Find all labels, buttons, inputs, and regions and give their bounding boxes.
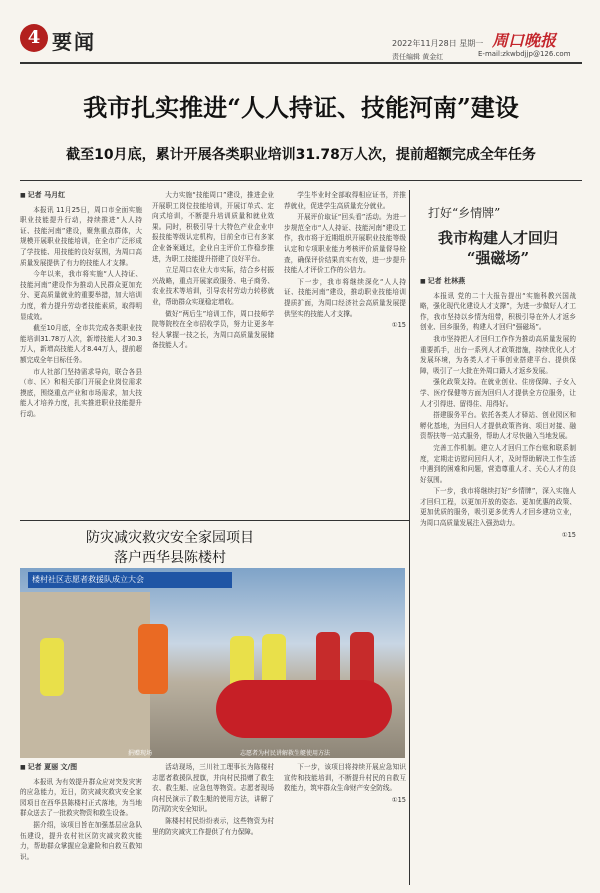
main-paragraph: 学生毕业时全部取得相应证书，并推荐就业，促进学生高质量充分就业。 bbox=[284, 191, 406, 210]
sidebar-kicker: 打好“乡情牌” bbox=[428, 206, 501, 220]
photo-tag: 捐赠现场 bbox=[128, 750, 153, 757]
main-paragraph: 今年以来，我市将实施“人人持证、技能河南”建设作为推动人民群众更加充分、更高质量就业的重要举措，加大培训力度，着力提升劳动者技能素质，取得明显成效。 bbox=[20, 270, 142, 321]
photo-caption: 志愿者为村民讲解救生艇使用方法 bbox=[240, 750, 331, 757]
sidebar-title-line-1: 我市构建人才回归 bbox=[437, 229, 558, 247]
photo-story-paragraph: 本报讯 为有效提升群众应对突发灾害的应急能力，近日，防灾减灾救灾安全家园项目在西华县陈楼村正式落地，为当地群众送去了一批救灾物资和救生设备。 bbox=[20, 777, 142, 818]
photo-story-byline: ■ 记者 夏丽 文/图 bbox=[20, 762, 142, 774]
photo-story-paragraph: 陈楼村村民纷纷表示，这些物资为村里的防灾减灾工作提供了有力保障。 bbox=[152, 816, 274, 836]
sidebar-paragraph: 搭建服务平台。依托各类人才驿站、创业园区和孵化基地，为回归人才提供政策咨询、项目对接、融资帮扶等一站式服务，帮助人才尽快融入当地发展。 bbox=[420, 411, 576, 441]
sidebar-byline: ■ 记者 杜林燕 bbox=[420, 276, 576, 288]
photo-story-col-3 bbox=[284, 762, 406, 887]
editor-credit: 责任编辑 黄金红 bbox=[392, 53, 444, 61]
main-article-col-2 bbox=[152, 190, 274, 515]
main-article-col-3 bbox=[284, 190, 406, 515]
sidebar-article bbox=[414, 196, 582, 886]
column-divider bbox=[409, 190, 410, 885]
subhead-rule bbox=[20, 180, 582, 181]
photo-story-paragraph: 据介绍，该项目旨在加强基层应急队伍建设，提升农村社区防灾减灾救灾能力，帮助群众掌握应急避险和自救互救知识。 bbox=[20, 820, 142, 861]
sidebar-end-mark: ①15 bbox=[561, 530, 576, 539]
sidebar-paragraph: 本报讯 党的二十大报告提出“实施科教兴国战略，强化现代化建设人才支撑”，为进一步做好人才工作，我市坚持以乡情为纽带，积极引导在外人才返乡创业、回乡服务，构建人才回归“强磁场”。 bbox=[420, 291, 576, 332]
photo-story-col-1 bbox=[20, 762, 142, 887]
page-header bbox=[0, 0, 600, 62]
main-headline: 我市扎实推进“人人持证、技能河南”建设 bbox=[83, 93, 519, 122]
main-paragraph: 市人社部门坚持需求导向，联合各县（市、区）和相关部门开展企业岗位需求摸底，围绕重点产业和市场需求，加大技能人才培养力度，扎实推进职业技能提升行动。 bbox=[20, 367, 142, 418]
newspaper-logo: 周口晚报 bbox=[492, 31, 557, 50]
issue-date: 2022年11月28日 星期一 bbox=[392, 39, 484, 48]
page-number-badge: 4 bbox=[20, 24, 48, 52]
main-subhead: 截至10月底，累计开展各类职业培训31.78万人次，提前超额完成全年任务 bbox=[66, 147, 536, 163]
photo-story-end-mark: ①15 bbox=[391, 795, 406, 804]
photo-story-title bbox=[20, 528, 320, 568]
photo-rescue-boat bbox=[216, 680, 392, 738]
section-title: 要闻 bbox=[52, 30, 96, 54]
sidebar-title bbox=[414, 228, 582, 268]
photo-story-title-line-1: 防灾减灾救灾安全家园项目 bbox=[86, 530, 254, 546]
main-byline: ■ 记者 马月红 bbox=[20, 190, 142, 202]
sidebar-paragraph: 强化政策支持。在就业创业、住房保障、子女入学、医疗保健等方面为回归人才提供全方位服务，让人才引得进、留得住、用得好。 bbox=[420, 378, 576, 408]
photo-story-paragraph: 活动现场，三川社工理事长为陈楼村志愿者救援队授旗，并向村民捐赠了救生衣、救生艇、应急包等物资。志愿者现场向村民演示了救生艇的使用方法，讲解了防汛防灾安全知识。 bbox=[152, 763, 274, 814]
sidebar-paragraph: 下一步，我市将继续打好“乡情牌”，深入实施人才回归工程，以更加开放的姿态、更加优惠的政策、更加优质的服务，吸引更多优秀人才回乡建功立业，为周口高质量发展注入强劲动力。 bbox=[420, 487, 576, 528]
photo-banner: 楼村社区志愿者救援队成立大会 bbox=[28, 572, 232, 588]
photo-story-paragraph: 下一步，该项目将持续开展应急知识宣传和技能培训，不断提升村民的自救互救能力，筑牢群众生命财产安全防线。 bbox=[284, 763, 406, 793]
photo-volunteer bbox=[138, 624, 168, 694]
main-end-mark: ①15 bbox=[391, 321, 406, 330]
main-paragraph: 立足周口农业大市实际，结合乡村振兴战略，重点开展家政服务、电子商务、农业技术等培训，引导农村劳动力转移就业，帮助群众实现稳定增收。 bbox=[152, 266, 274, 306]
photo-story-title-line-2: 落户西华县陈楼村 bbox=[114, 550, 226, 566]
main-paragraph: 做好“两后生”培训工作，周口技师学院等院校在全市招收学员，努力让更多年轻人掌握一技之长，为周口高质量发展储备技能人才。 bbox=[152, 309, 274, 350]
news-photo bbox=[20, 568, 405, 758]
sidebar-paragraph: 完善工作机制。建立人才回归工作台账和联系制度，定期走访慰问回归人才，及时帮助解决工作生活中遇到的困难和问题，营造尊重人才、关心人才的良好氛围。 bbox=[420, 443, 576, 484]
main-paragraph: 大力实施“技能周口”建设，推进企业开展职工岗位技能培训，开展订单式、定向式培训，不断提升培训质量和就业效果。同时，积极引导十大特色产业企业申报技能等级认定机构，目前全市已有多家企业备案通过，企业自主评价工作稳步推进，为职工技能提升搭建了良好平台。 bbox=[152, 191, 274, 263]
header-rule bbox=[20, 62, 582, 64]
main-paragraph: 本报讯 11月25日，周口市全面实施职业技能提升行动，持续推进“人人持证、技能河南”建设，聚焦重点群体，大规模开展职业技能培训，在全市广泛形成了学技能、用技能的良好氛围，为周口高质量发展提供了有力的技能人才支撑。 bbox=[20, 205, 142, 267]
photo-story-rule bbox=[20, 520, 409, 521]
main-paragraph: 下一步，我市将继续深化“人人持证、技能河南”建设，推动职业技能培训提质扩面，为周口经济社会高质量发展提供坚实的技能人才支撑。 bbox=[284, 277, 406, 318]
main-paragraph: 截至10月底，全市共完成各类职业技能培训31.78万人次，新增技能人才30.3万人，新增高技能人才8.44万人，提前超额完成全年目标任务。 bbox=[20, 324, 142, 364]
contact-email: E-mail:zkwbdjjp@126.com bbox=[478, 50, 571, 58]
main-paragraph: 开展评价取证“回头看”活动。为进一步规范全市“人人持证、技能河南”建设工作，我市将于近期组织开展职业技能等级认定和专项职业能力考核评价质量督导检查，确保评价结果真实有效，进一步提升技能人才评价工作的公信力。 bbox=[284, 213, 406, 275]
sidebar-title-line-2: “强磁场” bbox=[466, 249, 530, 267]
photo-story-col-2 bbox=[152, 762, 274, 887]
sidebar-paragraph: 我市坚持把人才回归工作作为推动高质量发展的重要抓手，出台一系列人才政策措施，持续优化人才发展环境，为各类人才干事创业搭建平台、提供保障，吸引了一大批在外周口籍人才返乡发展。 bbox=[420, 334, 576, 375]
photo-volunteer bbox=[40, 638, 64, 696]
sidebar-body bbox=[420, 276, 576, 881]
main-article-col-1 bbox=[20, 190, 142, 515]
